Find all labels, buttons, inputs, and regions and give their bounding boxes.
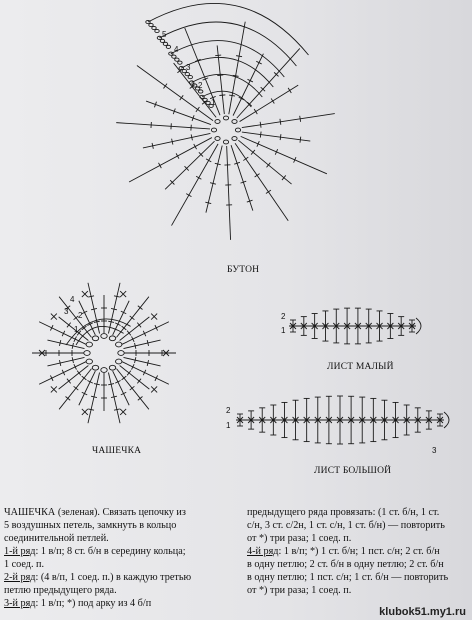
cup-single-crochet bbox=[82, 409, 88, 415]
text-left-line-3: соединительной петлей. bbox=[4, 533, 109, 544]
bud-stitch-tick bbox=[280, 134, 281, 140]
bud-stitch-tick bbox=[260, 122, 261, 128]
bud-stitch-tick bbox=[186, 194, 191, 197]
bud-chain-loop bbox=[206, 101, 210, 104]
bud-ring-loop bbox=[223, 116, 228, 120]
cup-single-crochet bbox=[82, 291, 88, 297]
row-4-text: : 1 в/п; *) 1 ст. б/н; 1 пст. с/н; 2 ст. б/н bbox=[278, 546, 440, 557]
cup-single-crochet bbox=[151, 314, 157, 320]
cup-row-label: 1 bbox=[74, 325, 79, 334]
big-leaf-row-labels bbox=[226, 406, 437, 455]
row-3-text: : 1 в/п; *) под арку из 4 б/п bbox=[35, 598, 152, 609]
row-2-instruction bbox=[4, 571, 191, 584]
bud-chain-loop bbox=[175, 58, 179, 61]
bud-stitch-tick bbox=[280, 119, 281, 125]
small-leaf-row-labels bbox=[281, 312, 286, 335]
bud-stitch bbox=[237, 48, 300, 118]
leaf-turn-arc bbox=[444, 412, 449, 428]
bud-stitch bbox=[229, 22, 245, 115]
bud-ring-loop bbox=[232, 137, 237, 141]
row-4-instruction bbox=[247, 545, 440, 558]
cup-ring-loop bbox=[92, 365, 98, 370]
cup-ring-loop bbox=[101, 368, 107, 373]
bud-stitch-tick bbox=[172, 139, 173, 145]
cup-single-crochet bbox=[151, 386, 157, 392]
big-leaf-diagram bbox=[226, 396, 449, 455]
cup-single-crochet bbox=[120, 409, 126, 415]
bud-stitch bbox=[172, 144, 219, 226]
small-leaf-row-label: 1 bbox=[281, 326, 286, 335]
cup-stitch bbox=[88, 372, 100, 423]
cup-single-crochet bbox=[51, 314, 57, 320]
bud-stitch-tick bbox=[152, 143, 153, 149]
text-right-line-2: с/н, 3 ст. с/2н, 1 ст. с/н, 1 ст. б/н) — повторить bbox=[247, 520, 445, 531]
cup-stitch-tick bbox=[67, 379, 71, 384]
bud-ring-loop bbox=[223, 140, 228, 144]
bud-stitch bbox=[242, 114, 335, 128]
intro-text: (зеленая). Связать цепочку из bbox=[55, 507, 186, 518]
cup-ring-loop bbox=[86, 359, 92, 364]
bud-stitch-tick bbox=[254, 109, 257, 114]
cup-stitch-tick bbox=[74, 386, 79, 390]
leaf-turn-arc bbox=[416, 318, 421, 334]
cup-stitch bbox=[59, 365, 89, 389]
bud-chain-arc bbox=[148, 3, 309, 55]
bud-row-label: 5 bbox=[162, 30, 167, 39]
cup-stitch-tick bbox=[127, 331, 131, 336]
bud-chain-loop bbox=[166, 45, 170, 48]
bud-stitch bbox=[241, 136, 327, 173]
bud-ring-loop bbox=[215, 120, 220, 124]
bud-ring bbox=[211, 116, 240, 144]
bud-stitch-tick bbox=[288, 88, 291, 93]
bud-chain-loop bbox=[163, 42, 167, 45]
row-3-label: 3-й ряд bbox=[4, 598, 36, 609]
big-leaf-caption: ЛИСТ БОЛЬШОЙ bbox=[314, 466, 392, 476]
cup-stitch-tick bbox=[122, 376, 127, 380]
bud-stitch-tick bbox=[180, 95, 184, 100]
row-1-text-cont: 1 соед. п. bbox=[4, 559, 45, 570]
bud-chain-loop bbox=[188, 75, 192, 78]
big-leaf-row-label: 2 bbox=[226, 406, 231, 415]
cup-stitch-tick bbox=[137, 323, 141, 328]
row-1-label: 1-й ряд bbox=[4, 546, 36, 557]
cup-row-label: 4 bbox=[70, 295, 75, 304]
bud-row-label: 3 bbox=[186, 63, 191, 72]
bud-row-label: 1 bbox=[211, 98, 216, 107]
bud-stitch bbox=[227, 146, 231, 240]
cup-stitch bbox=[120, 317, 150, 341]
row-1-instruction bbox=[4, 545, 186, 558]
watermark: klubok51.my1.ru bbox=[379, 606, 466, 618]
bud-stitch-tick bbox=[176, 153, 179, 158]
bud-chain-loop bbox=[185, 72, 189, 75]
cup-ring-loop bbox=[92, 336, 98, 341]
cup-row-label: 3 bbox=[64, 307, 69, 316]
row-2-label: 2-й ряд bbox=[4, 572, 36, 583]
bud-chain-loop bbox=[152, 26, 156, 29]
text-right-line-1: предыдущего ряда провязать: (1 ст. б/н, 1 ст. bbox=[247, 507, 440, 518]
row-2-text: : (4 в/п, 1 соед. п.) в каждую третью bbox=[35, 572, 192, 583]
cup-ring-loop bbox=[116, 359, 122, 364]
bud-caption: БУТОН bbox=[227, 265, 260, 275]
bud-chain-loop bbox=[155, 29, 159, 32]
bud-stitch bbox=[129, 138, 212, 182]
bud-chain-loop bbox=[149, 23, 153, 26]
cup-ring-loop bbox=[109, 365, 115, 370]
bud-stitch-tick bbox=[300, 137, 301, 143]
small-leaf-diagram bbox=[281, 308, 421, 344]
text-left-line-1 bbox=[4, 506, 186, 519]
big-leaf-row-label: 1 bbox=[226, 421, 231, 430]
bud-chain-loop bbox=[160, 39, 164, 42]
small-leaf-row-label: 2 bbox=[281, 312, 286, 321]
bud-stitch-tick bbox=[194, 144, 197, 149]
bud-stitch-tick bbox=[196, 107, 200, 112]
cup-stitch-tick bbox=[138, 396, 143, 400]
bud-stitch-tick bbox=[159, 163, 162, 168]
bud-stitch-tick bbox=[163, 84, 167, 89]
bud-chain-loop bbox=[172, 55, 176, 58]
cup-ring-loop bbox=[101, 334, 107, 339]
bud-stitch-tick bbox=[271, 98, 274, 103]
text-right-line-3: от *) три раза; 1 соед. п. bbox=[247, 533, 352, 544]
text-right-line-5: в одну петлю; 2 ст. б/н в одну петлю; 2 ст. б/н bbox=[247, 559, 444, 570]
cup-ring-loop bbox=[86, 342, 92, 347]
bud-stitch-tick bbox=[236, 56, 242, 57]
text-left-line-2: 5 воздушных петель, замкнуть в кольцо bbox=[4, 520, 177, 531]
bud-stitch-tick bbox=[219, 95, 225, 96]
bud-ring-loop bbox=[211, 128, 216, 132]
text-right-line-6: в одну петлю; 1 пст. с/н; 1 ст. б/н — повторить bbox=[247, 572, 449, 583]
bud-stitch-tick bbox=[217, 75, 223, 76]
bud-chain-arc bbox=[159, 22, 296, 66]
bud-stitch-tick bbox=[206, 159, 211, 162]
bud-ring-loop bbox=[215, 137, 220, 141]
row-4-label: 4-й ряд bbox=[247, 546, 279, 557]
bud-stitch-tick bbox=[243, 157, 248, 160]
row-1-text: : 1 в/п; 8 ст. б/н в середину кольца; bbox=[35, 546, 186, 557]
cup-stitch bbox=[120, 365, 150, 389]
cup-stitch-tick bbox=[130, 386, 135, 390]
cup-single-crochet bbox=[51, 386, 57, 392]
bud-stitch-tick bbox=[300, 116, 301, 122]
cup-ring-loop bbox=[84, 351, 90, 356]
bud-stitch-tick bbox=[215, 55, 221, 56]
cup-single-crochet bbox=[120, 291, 126, 297]
bud-row-label: 4 bbox=[174, 45, 179, 54]
cup-stitch-tick bbox=[138, 306, 143, 310]
cup-stitch bbox=[108, 372, 120, 423]
bud-row-label: 2 bbox=[198, 81, 203, 90]
cup-stitch-tick bbox=[67, 323, 71, 328]
bud-stitch bbox=[116, 123, 210, 129]
cup-title: ЧАШЕЧКА bbox=[4, 507, 56, 518]
bud-diagram bbox=[116, 3, 335, 239]
bud-rays bbox=[116, 22, 335, 240]
cup-stitch-tick bbox=[65, 396, 70, 400]
cup-row-label: 2 bbox=[78, 311, 83, 320]
text-right-line-7: от *) три раза; 1 соед. п. bbox=[247, 585, 352, 596]
cup-stitch-tick bbox=[122, 326, 127, 330]
bud-arcs bbox=[146, 3, 309, 107]
bud-stitch-tick bbox=[266, 190, 271, 193]
cup-rays bbox=[32, 283, 176, 423]
small-leaf-caption: ЛИСТ МАЛЫЙ bbox=[327, 362, 394, 372]
cup-stitch bbox=[108, 283, 120, 334]
big-leaf-row-label: 3 bbox=[432, 446, 437, 455]
bud-ring-loop bbox=[232, 120, 237, 124]
big-leaf-stitches bbox=[236, 396, 449, 444]
bud-stitch-tick bbox=[255, 174, 260, 177]
cup-stitch-tick bbox=[77, 371, 81, 376]
bud-stitch-tick bbox=[196, 176, 201, 179]
bud-stitch-tick bbox=[191, 134, 192, 140]
bud-stitch-tick bbox=[260, 132, 261, 138]
cup-stitch bbox=[88, 283, 100, 334]
row-3-instruction bbox=[4, 597, 151, 610]
cup-stitch-tick bbox=[127, 371, 131, 376]
bud-chain-loop bbox=[178, 61, 182, 64]
cup-ring-loop bbox=[109, 336, 115, 341]
small-leaf-stitches bbox=[289, 308, 421, 344]
bud-chain-loop bbox=[198, 90, 202, 93]
cup-stitch-tick bbox=[137, 379, 141, 384]
bud-chain-loop bbox=[157, 36, 161, 39]
cup-ring-loop bbox=[118, 351, 124, 356]
cup-stitch-tick bbox=[130, 316, 135, 320]
bud-ring-loop bbox=[235, 128, 240, 132]
row-2-text-cont: петлю предыдущего ряда. bbox=[4, 585, 117, 596]
cup-diagram bbox=[32, 283, 176, 423]
cup-stitch-tick bbox=[82, 376, 87, 380]
cup-caption: ЧАШЕЧКА bbox=[92, 446, 142, 456]
bud-stitch-tick bbox=[229, 95, 235, 96]
cup-ring-loop bbox=[116, 342, 122, 347]
